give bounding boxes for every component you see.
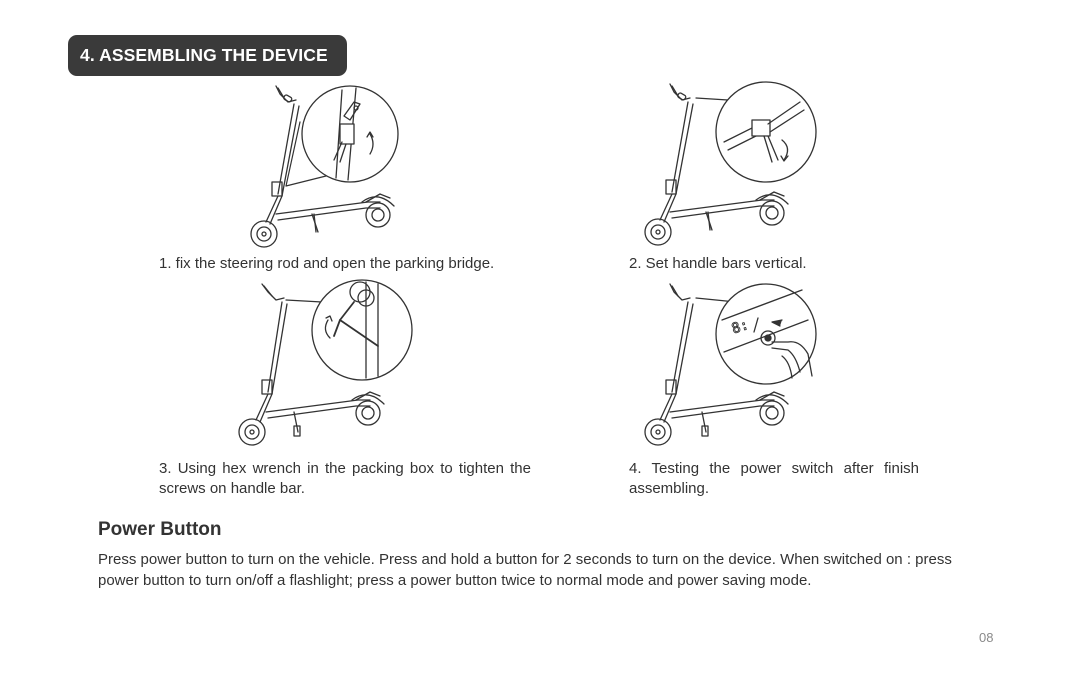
svg-text:8:: 8: <box>729 317 751 338</box>
step-1-caption: 1. fix the steering rod and open the parking bridge. <box>159 255 495 272</box>
step-4-illustration <box>632 280 822 450</box>
step-4-caption: 4. Testing the power switch after finish assembling. <box>629 460 919 497</box>
step-3-illustration <box>228 280 418 450</box>
zoom-circle <box>312 280 412 380</box>
step-2-caption: 2. Set handle bars vertical. <box>629 255 807 272</box>
step-1-illustration <box>238 82 408 252</box>
zoom-circle <box>716 284 816 384</box>
power-button-description: Press power button to turn on the vehicle. Press and hold a button for 2 seconds to turn on the device. When switched on : press power button to turn on/off a flashlight; press a power button twice to normal mode and power saving mode. <box>98 551 952 589</box>
step-2-illustration <box>632 80 822 250</box>
zoom-circle <box>716 82 816 182</box>
section-title-badge: 4. ASSEMBLING THE DEVICE <box>68 35 347 76</box>
power-button-heading: Power Button <box>98 519 222 540</box>
zoom-circle <box>302 86 398 182</box>
page-number: 08 <box>979 630 994 645</box>
step-3-caption: 3. Using hex wrench in the packing box to tighten the screws on handle bar. <box>159 460 531 497</box>
